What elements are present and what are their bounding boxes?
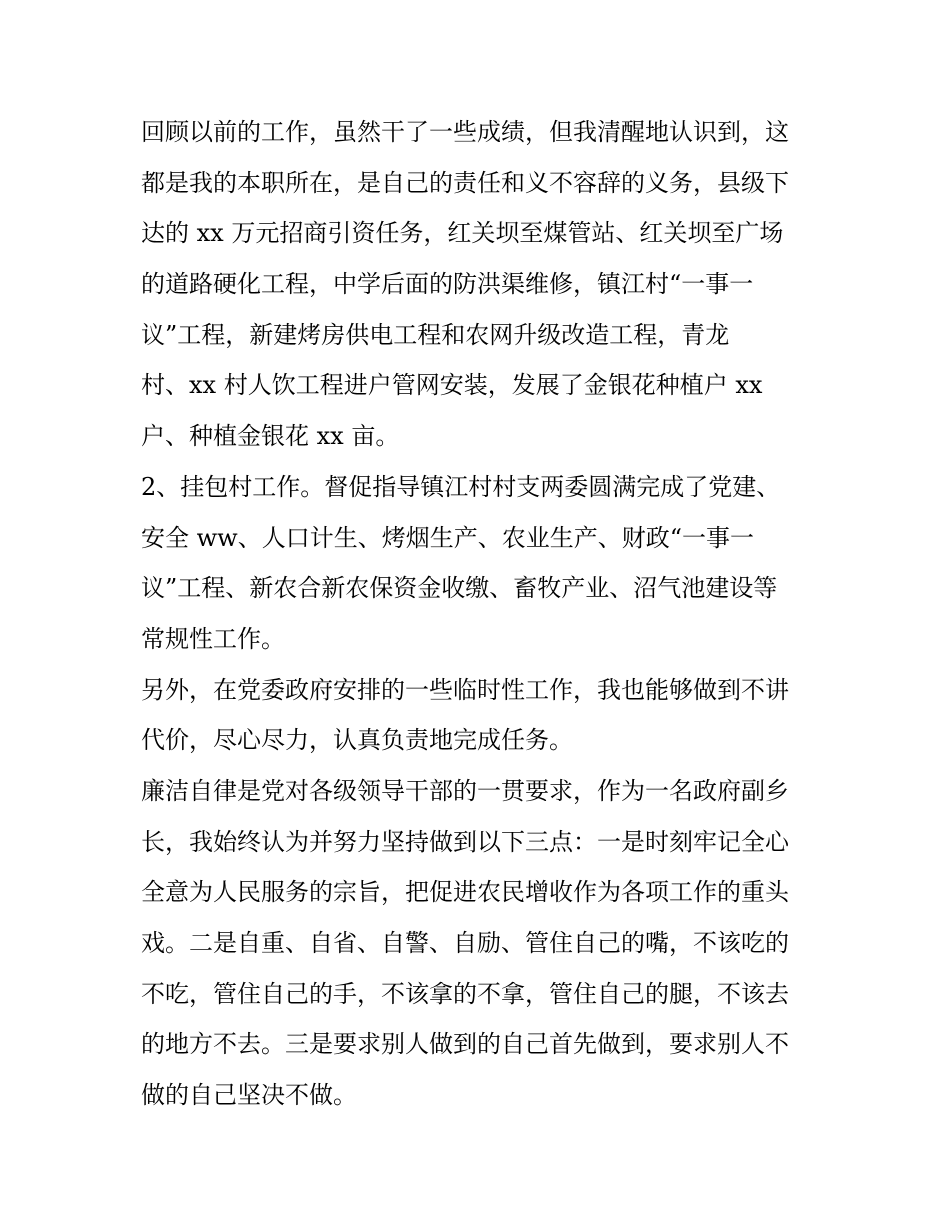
text-line: 村、xx 村人饮工程进户管网安装，发展了金银花种植户 xx — [141, 371, 763, 400]
text-line: 长，我始终认为并努力坚持做到以下三点：一是时刻牢记全心 — [141, 827, 789, 856]
paragraph-review — [141, 107, 821, 462]
text-line: 另外，在党委政府安排的一些临时性工作，我也能够做到不讲 — [141, 675, 789, 704]
text-line: 议”工程，新建烤房供电工程和农网升级改造工程，青龙 — [141, 320, 730, 349]
text-line: 代价，尽心尽力，认真负责地完成任务。 — [141, 726, 573, 755]
text-line: 的道路硬化工程，中学后面的防洪渠维修，镇江村“一事一 — [141, 270, 754, 299]
document-body — [141, 107, 821, 1121]
text-line: 戏。二是自重、自省、自警、自励、管住自己的嘴，不该吃的 — [141, 929, 789, 957]
text-line: 议”工程、新农合新农保资金收缴、畜牧产业、沼气池建设等 — [141, 574, 778, 603]
text-line: 2、挂包村工作。督促指导镇江村村支两委圆满完成了党建、 — [141, 472, 781, 501]
paragraph-integrity — [141, 766, 821, 1121]
text-line: 做的自己坚决不做。 — [141, 1081, 357, 1110]
text-line: 都是我的本职所在，是自己的责任和义不容辞的义务，县级下 — [141, 168, 789, 197]
text-line: 廉洁自律是党对各级领导干部的一贯要求，作为一名政府副乡 — [141, 776, 789, 805]
text-line: 户、种植金银花 xx 亩。 — [141, 422, 400, 451]
text-line: 达的 xx 万元招商引资任务，红关坝至煤管站、红关坝至广场 — [141, 219, 784, 248]
paragraph-temporary-work — [141, 665, 821, 766]
text-line: 的地方不去。三是要求别人做到的自己首先做到，要求别人不 — [141, 1030, 789, 1059]
text-line: 不吃，管住自己的手，不该拿的不拿，管住自己的腿，不该去 — [141, 979, 789, 1008]
text-line: 常规性工作。 — [141, 624, 285, 653]
text-line: 回顾以前的工作，虽然干了一些成绩，但我清醒地认识到，这 — [141, 118, 789, 146]
text-line: 全意为人民服务的宗旨，把促进农民增收作为各项工作的重头 — [141, 878, 789, 907]
paragraph-village-work — [141, 462, 821, 665]
text-line: 安全 ww、人口计生、烤烟生产、农业生产、财政“一事一 — [141, 523, 754, 552]
